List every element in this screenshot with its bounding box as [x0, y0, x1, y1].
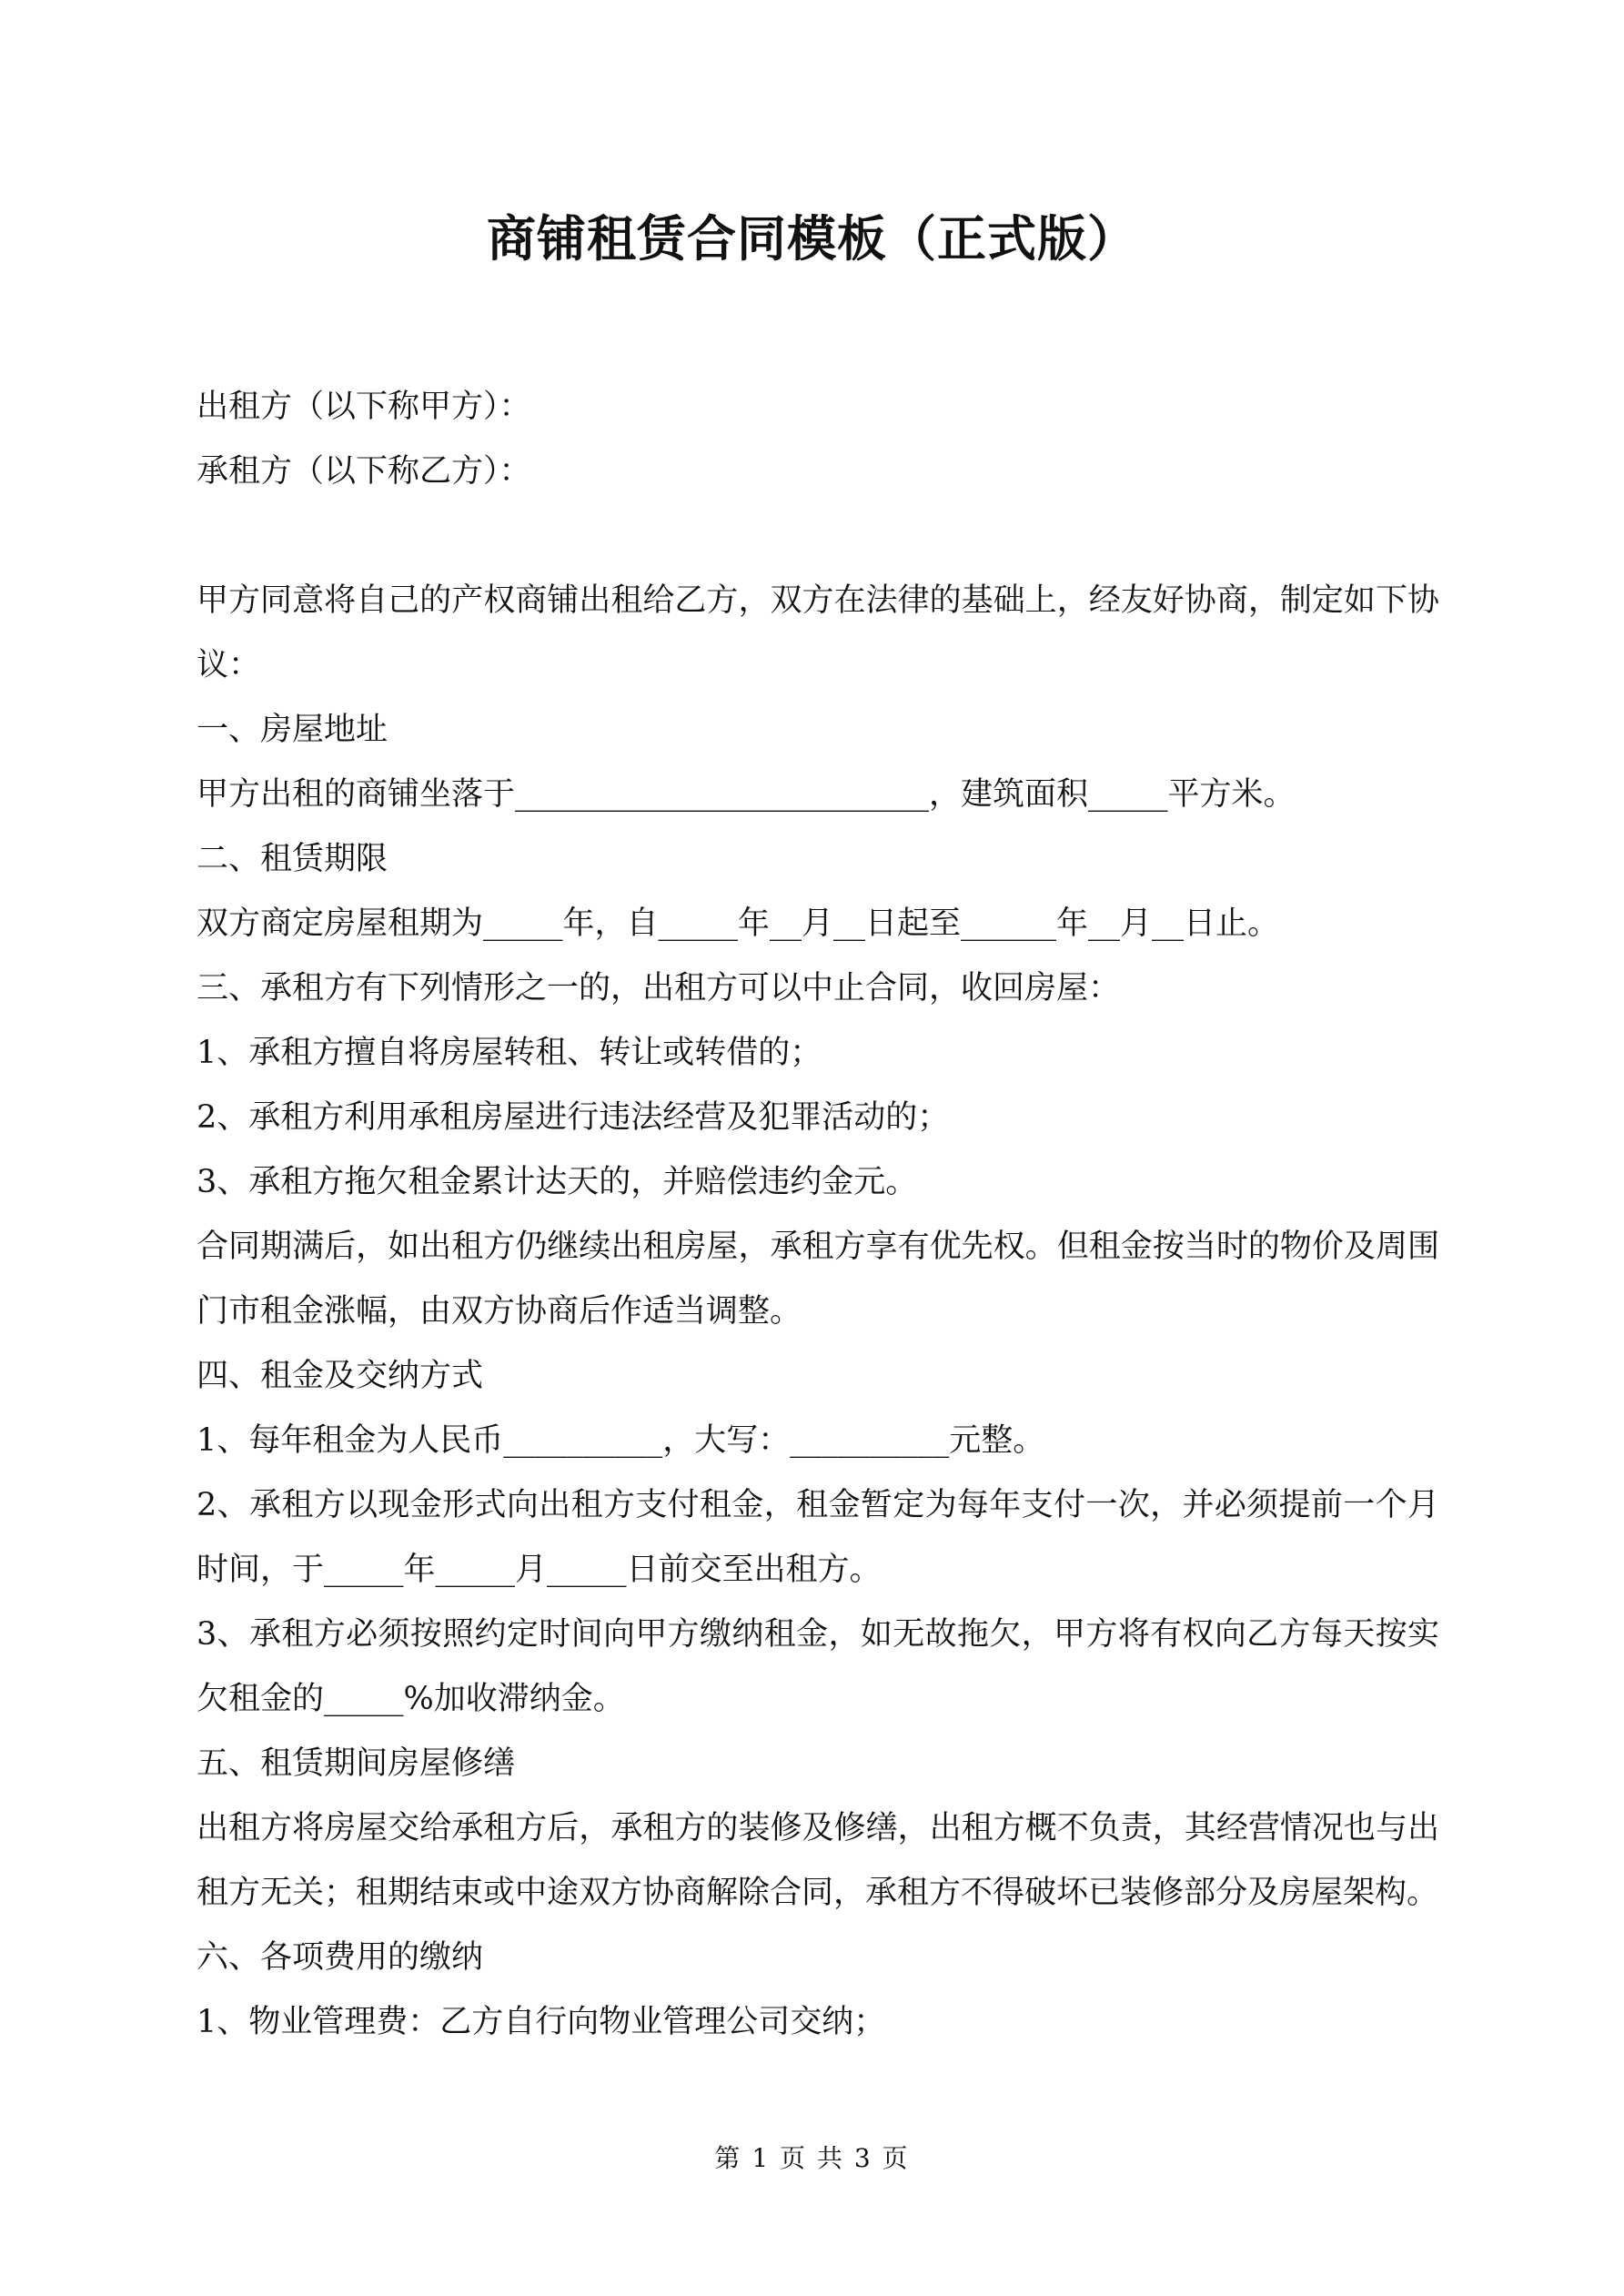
- section-6-heading: 六、各项费用的缴纳: [197, 1939, 484, 1976]
- section-1-heading: 一、房屋地址: [197, 712, 388, 748]
- intro-paragraph: 甲方同意将自己的产权商铺出租给乙方，双方在法律的基础上，经友好协商，制定如下协议：: [197, 582, 1439, 683]
- section-3-paragraph: 合同期满后，如出租方仍继续出租房屋，承租方享有优先权。但租金按当时的物价及周围门市租金涨幅，由双方协商后作适当调整。: [197, 1229, 1439, 1330]
- section-4-item-3: 3、承租方必须按照约定时间向甲方缴纳租金，如无故拖欠，甲方将有权向乙方每天按实欠租金的_____%加收滞纳金。: [197, 1616, 1439, 1717]
- page-number-footer: 第 1 页 共 3 页: [714, 2143, 910, 2173]
- section-3-heading: 三、承租方有下列情形之一的，出租方可以中止合同，收回房屋：: [197, 970, 1121, 1006]
- section-5-heading: 五、租赁期间房屋修缮: [197, 1745, 516, 1782]
- section-2-text: 双方商定房屋租期为_____年，自_____年__月__日起至______年__月__日止。: [197, 905, 1280, 942]
- section-3-item-1: 1、承租方擅自将房屋转租、转让或转借的；: [197, 1035, 822, 1071]
- section-2-heading: 二、租赁期限: [197, 841, 388, 877]
- lessor-line: 出租方（以下称甲方）：: [197, 389, 531, 425]
- section-3-item-2: 2、承租方利用承租房屋进行违法经营及犯罪活动的；: [197, 1099, 950, 1136]
- document-body: [197, 375, 1439, 2055]
- section-5-paragraph: 出租方将房屋交给承租方后，承租方的装修及修缮，出租方概不负责，其经营情况也与出租方无关；租期结束或中途双方协商解除合同，承租方不得破坏已装修部分及房屋架构。: [197, 1810, 1439, 1911]
- section-6-item-1: 1、物业管理费：乙方自行向物业管理公司交纳；: [197, 2004, 886, 2040]
- lessee-line: 承租方（以下称乙方）：: [197, 453, 531, 490]
- section-4-heading: 四、租金及交纳方式: [197, 1358, 484, 1394]
- document-title: 商铺租赁合同模板（正式版）: [487, 209, 1137, 268]
- section-1-text: 甲方出租的商铺坐落于__________________________，建筑面积_____平方米。: [197, 776, 1296, 813]
- section-4-item-1: 1、每年租金为人民币__________，大写：__________元整。: [197, 1422, 1045, 1459]
- section-4-item-2: 2、承租方以现金形式向出租方支付租金，租金暂定为每年支付一次，并必须提前一个月时间，于_____年_____月_____日前交至出租方。: [197, 1487, 1439, 1588]
- blank-spacer: [197, 504, 1439, 569]
- section-3-item-3: 3、承租方拖欠租金累计达天的，并赔偿违约金元。: [197, 1164, 918, 1200]
